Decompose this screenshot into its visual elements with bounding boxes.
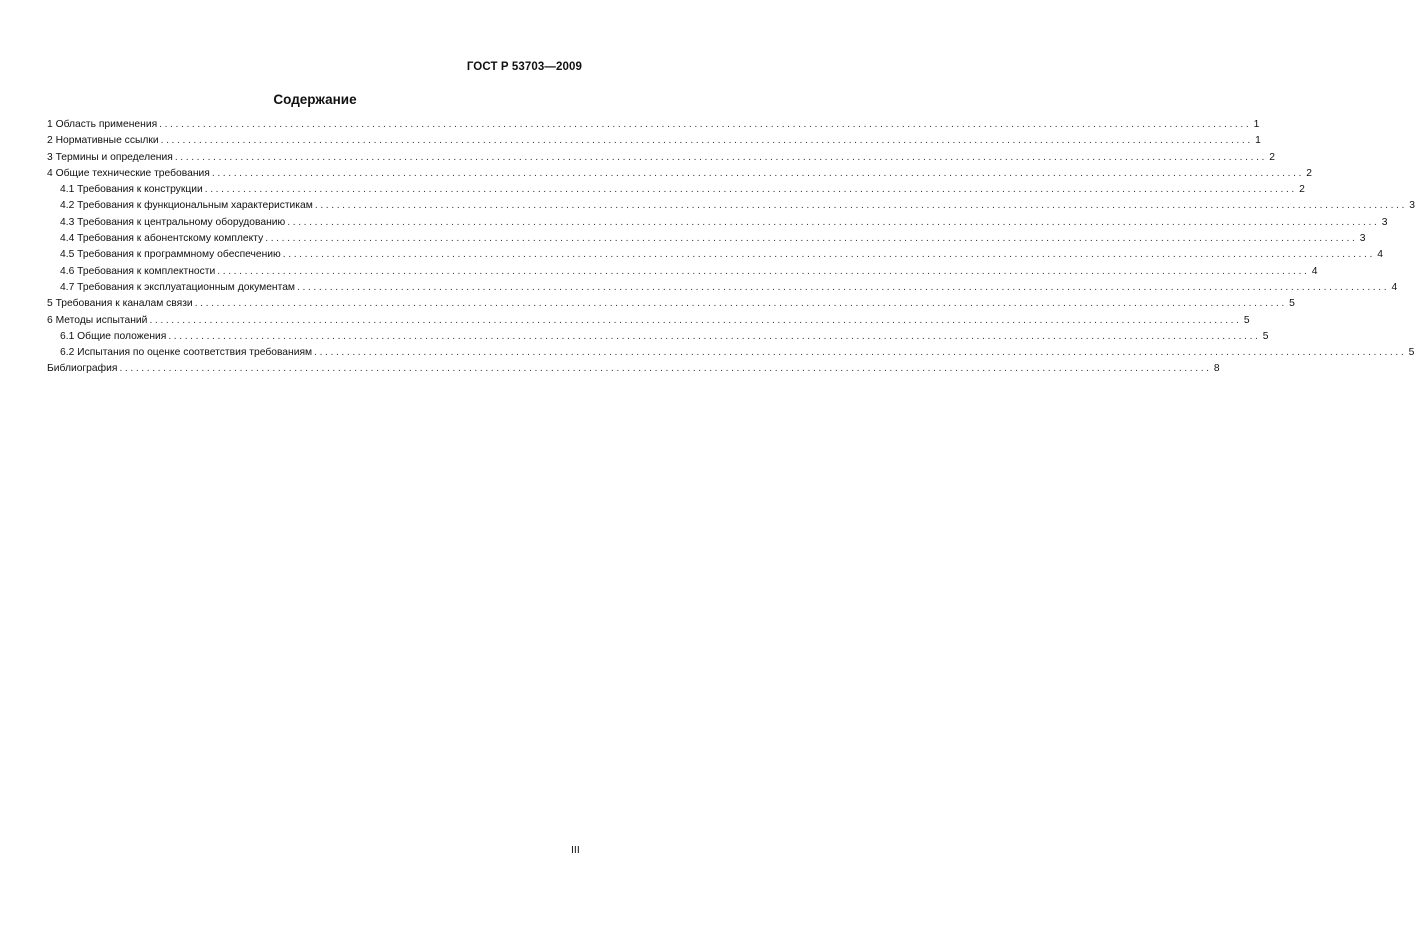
toc-entry-page: 1 — [1253, 119, 1260, 130]
toc-entry-text: 4.6 Требования к комплектности — [60, 265, 216, 277]
toc-subentry[interactable] — [47, 216, 1388, 233]
toc-entry-page: 8 — [1213, 363, 1220, 375]
toc-entry-page: 2 — [1269, 151, 1275, 163]
toc-subentry[interactable] — [47, 330, 1269, 347]
toc-leader-dots: ........................................................................................................................................................................................................ — [149, 314, 1242, 326]
toc-entry-page: 2 — [1306, 167, 1313, 179]
toc-entry[interactable] — [47, 119, 1260, 135]
toc-entry[interactable] — [47, 167, 1313, 184]
toc-leader-dots: ........................................................................................................................................................................................................ — [314, 347, 1407, 359]
toc-entry-text: 1 Область применения — [47, 119, 158, 130]
toc-leader-dots: ........................................................................................................................................................................................................ — [211, 167, 1305, 179]
toc-entry-text: Библиография — [47, 363, 118, 375]
toc-entry[interactable] — [47, 151, 1275, 168]
toc-leader-dots: ........................................................................................................................................................................................................ — [265, 233, 1358, 245]
toc-entry-text: 4.7 Требования к эксплуатационным документам — [60, 281, 296, 293]
toc-leader-dots: ........................................................................................................................................................................................................ — [119, 363, 1212, 375]
toc-entry[interactable] — [47, 314, 1250, 331]
toc-entry-text: 3 Термины и определения — [47, 151, 173, 163]
toc-leader-dots: ........................................................................................................................................................................................................ — [194, 298, 1287, 310]
table-of-contents — [47, 119, 1415, 380]
toc-entry-page: 5 — [1408, 347, 1415, 359]
toc-leader-dots: ........................................................................................................................................................................................................ — [297, 281, 1390, 293]
toc-entry-text: 4.1 Требования к конструкции — [60, 184, 203, 196]
toc-entry-text: 4.2 Требования к функциональным характеристикам — [60, 200, 313, 212]
toc-subentry[interactable] — [47, 281, 1398, 298]
toc-leader-dots: ........................................................................................................................................................................................................ — [168, 330, 1261, 342]
toc-leader-dots: ........................................................................................................................................................................................................ — [314, 200, 1408, 212]
toc-entry-page: 4 — [1377, 249, 1383, 261]
toc-entry-page: 5 — [1262, 330, 1269, 342]
toc-title: Содержание — [273, 92, 357, 107]
toc-subentry[interactable] — [47, 249, 1383, 265]
toc-entry-text: 4.5 Требования к программному обеспечению — [60, 249, 281, 261]
toc-entry-page: 4 — [1391, 281, 1398, 293]
toc-entry-text: 5 Требования к каналам связи — [47, 298, 193, 310]
toc-entry-text: 6 Методы испытаний — [47, 314, 148, 326]
toc-subentry[interactable] — [47, 233, 1366, 249]
toc-entry-text: 6.1 Общие положения — [60, 330, 167, 342]
toc-leader-dots: ........................................................................................................................................................................................................ — [160, 135, 1253, 147]
toc-subentry[interactable] — [47, 347, 1415, 363]
toc-subentry[interactable] — [47, 184, 1305, 200]
toc-leader-dots: ........................................................................................................................................................................................................ — [159, 119, 1252, 130]
toc-entry-text: 4.3 Требования к центральному оборудованию — [60, 216, 286, 228]
toc-entry-page: 3 — [1381, 216, 1388, 228]
toc-entry-page: 5 — [1243, 314, 1250, 326]
document-code: ГОСТ Р 53703—2009 — [466, 61, 582, 73]
toc-entry-page: 5 — [1289, 298, 1295, 310]
toc-entry-page: 2 — [1299, 184, 1305, 196]
toc-subentry[interactable] — [47, 265, 1318, 282]
toc-entry[interactable] — [47, 135, 1261, 151]
toc-leader-dots: ........................................................................................................................................................................................................ — [204, 184, 1297, 196]
toc-leader-dots: ........................................................................................................................................................................................................ — [282, 249, 1375, 261]
toc-entry-text: 2 Нормативные ссылки — [47, 135, 159, 147]
toc-entry-text: 4 Общие технические требования — [47, 167, 210, 179]
toc-entry-text: 4.4 Требования к абонентскому комплекту — [60, 233, 264, 245]
toc-entry[interactable] — [47, 298, 1295, 314]
toc-entry-text: 6.2 Испытания по оценке соответствия требованиям — [60, 347, 313, 359]
toc-entry-page: 3 — [1409, 200, 1415, 212]
toc-entry-page: 1 — [1255, 135, 1261, 147]
toc-leader-dots: ........................................................................................................................................................................................................ — [217, 265, 1310, 277]
toc-entry-page: 4 — [1311, 265, 1318, 277]
toc-leader-dots: ........................................................................................................................................................................................................ — [287, 216, 1380, 228]
page-number: III — [571, 844, 580, 856]
toc-entry[interactable] — [47, 363, 1220, 379]
toc-leader-dots: ........................................................................................................................................................................................................ — [174, 151, 1267, 163]
toc-entry-page: 3 — [1359, 233, 1366, 245]
toc-subentry[interactable] — [47, 200, 1415, 216]
